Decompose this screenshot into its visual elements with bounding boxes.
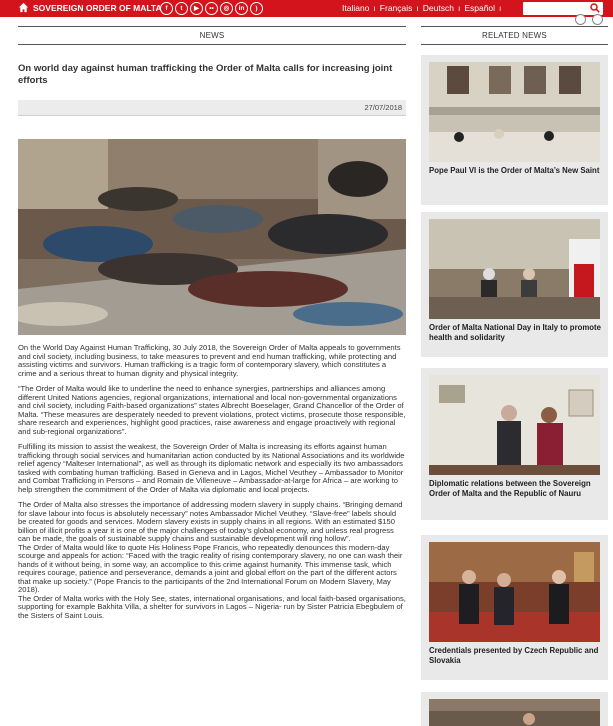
related-photo[interactable] — [429, 219, 600, 319]
instagram-icon[interactable]: ◎ — [220, 2, 233, 15]
flickr-icon[interactable]: •• — [205, 2, 218, 15]
lang-espanol[interactable]: Español — [464, 3, 496, 13]
article-paragraph: On the World Day Against Human Trafficking, 30 July 2018, the Sovereign Order of Malta appeals to governments and civil society, including business, to take measures to prevent and end human trafficking, while protecting and assisting victims and survivors. Human trafficking is a tragic form of contemporary slavery, which constitutes a crime and a serious threat to human dignity and physical integrity. — [18, 343, 401, 378]
social-links — [160, 2, 263, 15]
related-caption[interactable]: Pope Paul VI is the Order of Malta’s New Saint — [429, 166, 600, 175]
brand-link[interactable] — [18, 2, 162, 13]
date-bar — [18, 100, 406, 116]
related-card[interactable] — [421, 368, 608, 520]
related-card[interactable] — [421, 212, 608, 357]
related-caption[interactable]: Order of Malta National Day in Italy to promote health and solidarity — [429, 323, 601, 342]
article-paragraph: The Order of Malta also stresses the importance of addressing modern slavery in supply chains. “Bringing demand for slave labour into focus is absolutely necessary” notes Ambassador Michel Veuthey. “Slave-free” labels should be created for goods and services. Modern slavery exists in supply chains in all regions. With an estimated $150 billion of illicit profits a year it is one of the major challenges of today’s global economy, and unless real progress can be made, the goals of sustainable supply chains and sustainable development will ring hollow”. The Order of Malta would like to quote His Holiness Pope Francis, who repeatedly denounces this modern-day scourge and appeals for action: “Faced with the tragic reality of rising contemporary slavery, no one can wash their hands of it without being, in some way, an accomplice to this crime against humanity. This immense task, which requires courage, patience and perseverance, demands a joint and global effort on the part of the different actors that make up society.” (Pope Francis to the participants of the 2nd International Forum on Modern Slavery, May 2018). The Order of Malta works with the Holy See, states, international organisations, and local faith-based organisations, supporting for example Bakhita Villa, a shelter for survivors in Lagos – Nigeria- run by Sister Patricia Ebegbulem of the Sisters of Saint Louis. — [18, 500, 406, 620]
facebook-icon[interactable]: f — [160, 2, 173, 15]
lang-francais[interactable]: Français — [379, 3, 413, 13]
news-section-header: NEWS — [18, 26, 406, 45]
language-switcher: Italiano ı Français ı Deutsch ı Español ı — [342, 3, 502, 13]
article-photo — [18, 139, 406, 335]
rss-icon[interactable]: ) — [250, 2, 263, 15]
twitter-icon[interactable]: t — [175, 2, 188, 15]
youtube-icon[interactable]: ▶ — [190, 2, 203, 15]
article-body — [18, 344, 406, 627]
related-photo[interactable] — [429, 699, 600, 726]
related-photo[interactable] — [429, 375, 600, 475]
home-icon — [18, 2, 29, 13]
circle-button-1[interactable] — [575, 14, 586, 25]
related-card[interactable] — [421, 55, 608, 205]
related-photo[interactable] — [429, 542, 600, 642]
linkedin-icon[interactable]: in — [235, 2, 248, 15]
article-paragraph: Fulfilling its mission to assist the weakest, the Sovereign Order of Malta is increasing its efforts against human trafficking through social services and humanitarian action conducted by its National Associations and its worldwide relief agency “Malteser International”, as well as through its diplomatic network and especially its two ambassadors tasked with combating human trafficking. Based in Geneva and in Lagos, Michel Veuthey – Ambassador to Monitor and Combat Trafficking in Persons – and Romain de Villeneuve – Ambassador-at-large for Africa – are working to help strengthen the commitment of the Order of Malta via diplomatic and local projects. — [18, 442, 405, 494]
related-card[interactable] — [421, 692, 608, 726]
related-caption[interactable]: Credentials presented by Czech Republic and Slovakia — [429, 646, 599, 665]
lang-deutsch[interactable]: Deutsch — [422, 3, 454, 13]
related-photo[interactable] — [429, 62, 600, 162]
search-icon[interactable] — [590, 3, 600, 13]
circle-button-2[interactable] — [592, 14, 603, 25]
top-circle-buttons — [575, 14, 603, 25]
article-title: On world day against human trafficking the Order of Malta calls for increasing joint efforts — [18, 63, 393, 86]
article-paragraph: “The Order of Malta would like to underline the need to enhance synergies, partnerships and alliances among different United Nations agencies, regional organizations, international and local non-governmental organizations and civil society, including Faith-based organizations” states Albrecht Boeselager, Grand Chancellor of the Order of Malta. “These measures are desperately needed to prevent violations, protect victims, prosecute those responsible, share research and experiences, highlight good practices, raise awareness and engage proactively with regional and sub-regional organizations”. — [18, 384, 406, 436]
article-date: 27/07/2018 — [364, 103, 402, 112]
top-bar — [0, 0, 613, 17]
brand-name: SOVEREIGN ORDER OF MALTA — [33, 2, 162, 13]
related-section-header: RELATED NEWS — [421, 26, 608, 45]
related-caption[interactable]: Diplomatic relations between the Sovereign Order of Malta and the Republic of Nauru — [429, 479, 591, 498]
lang-italiano[interactable]: Italiano — [342, 3, 370, 13]
related-card[interactable] — [421, 535, 608, 680]
